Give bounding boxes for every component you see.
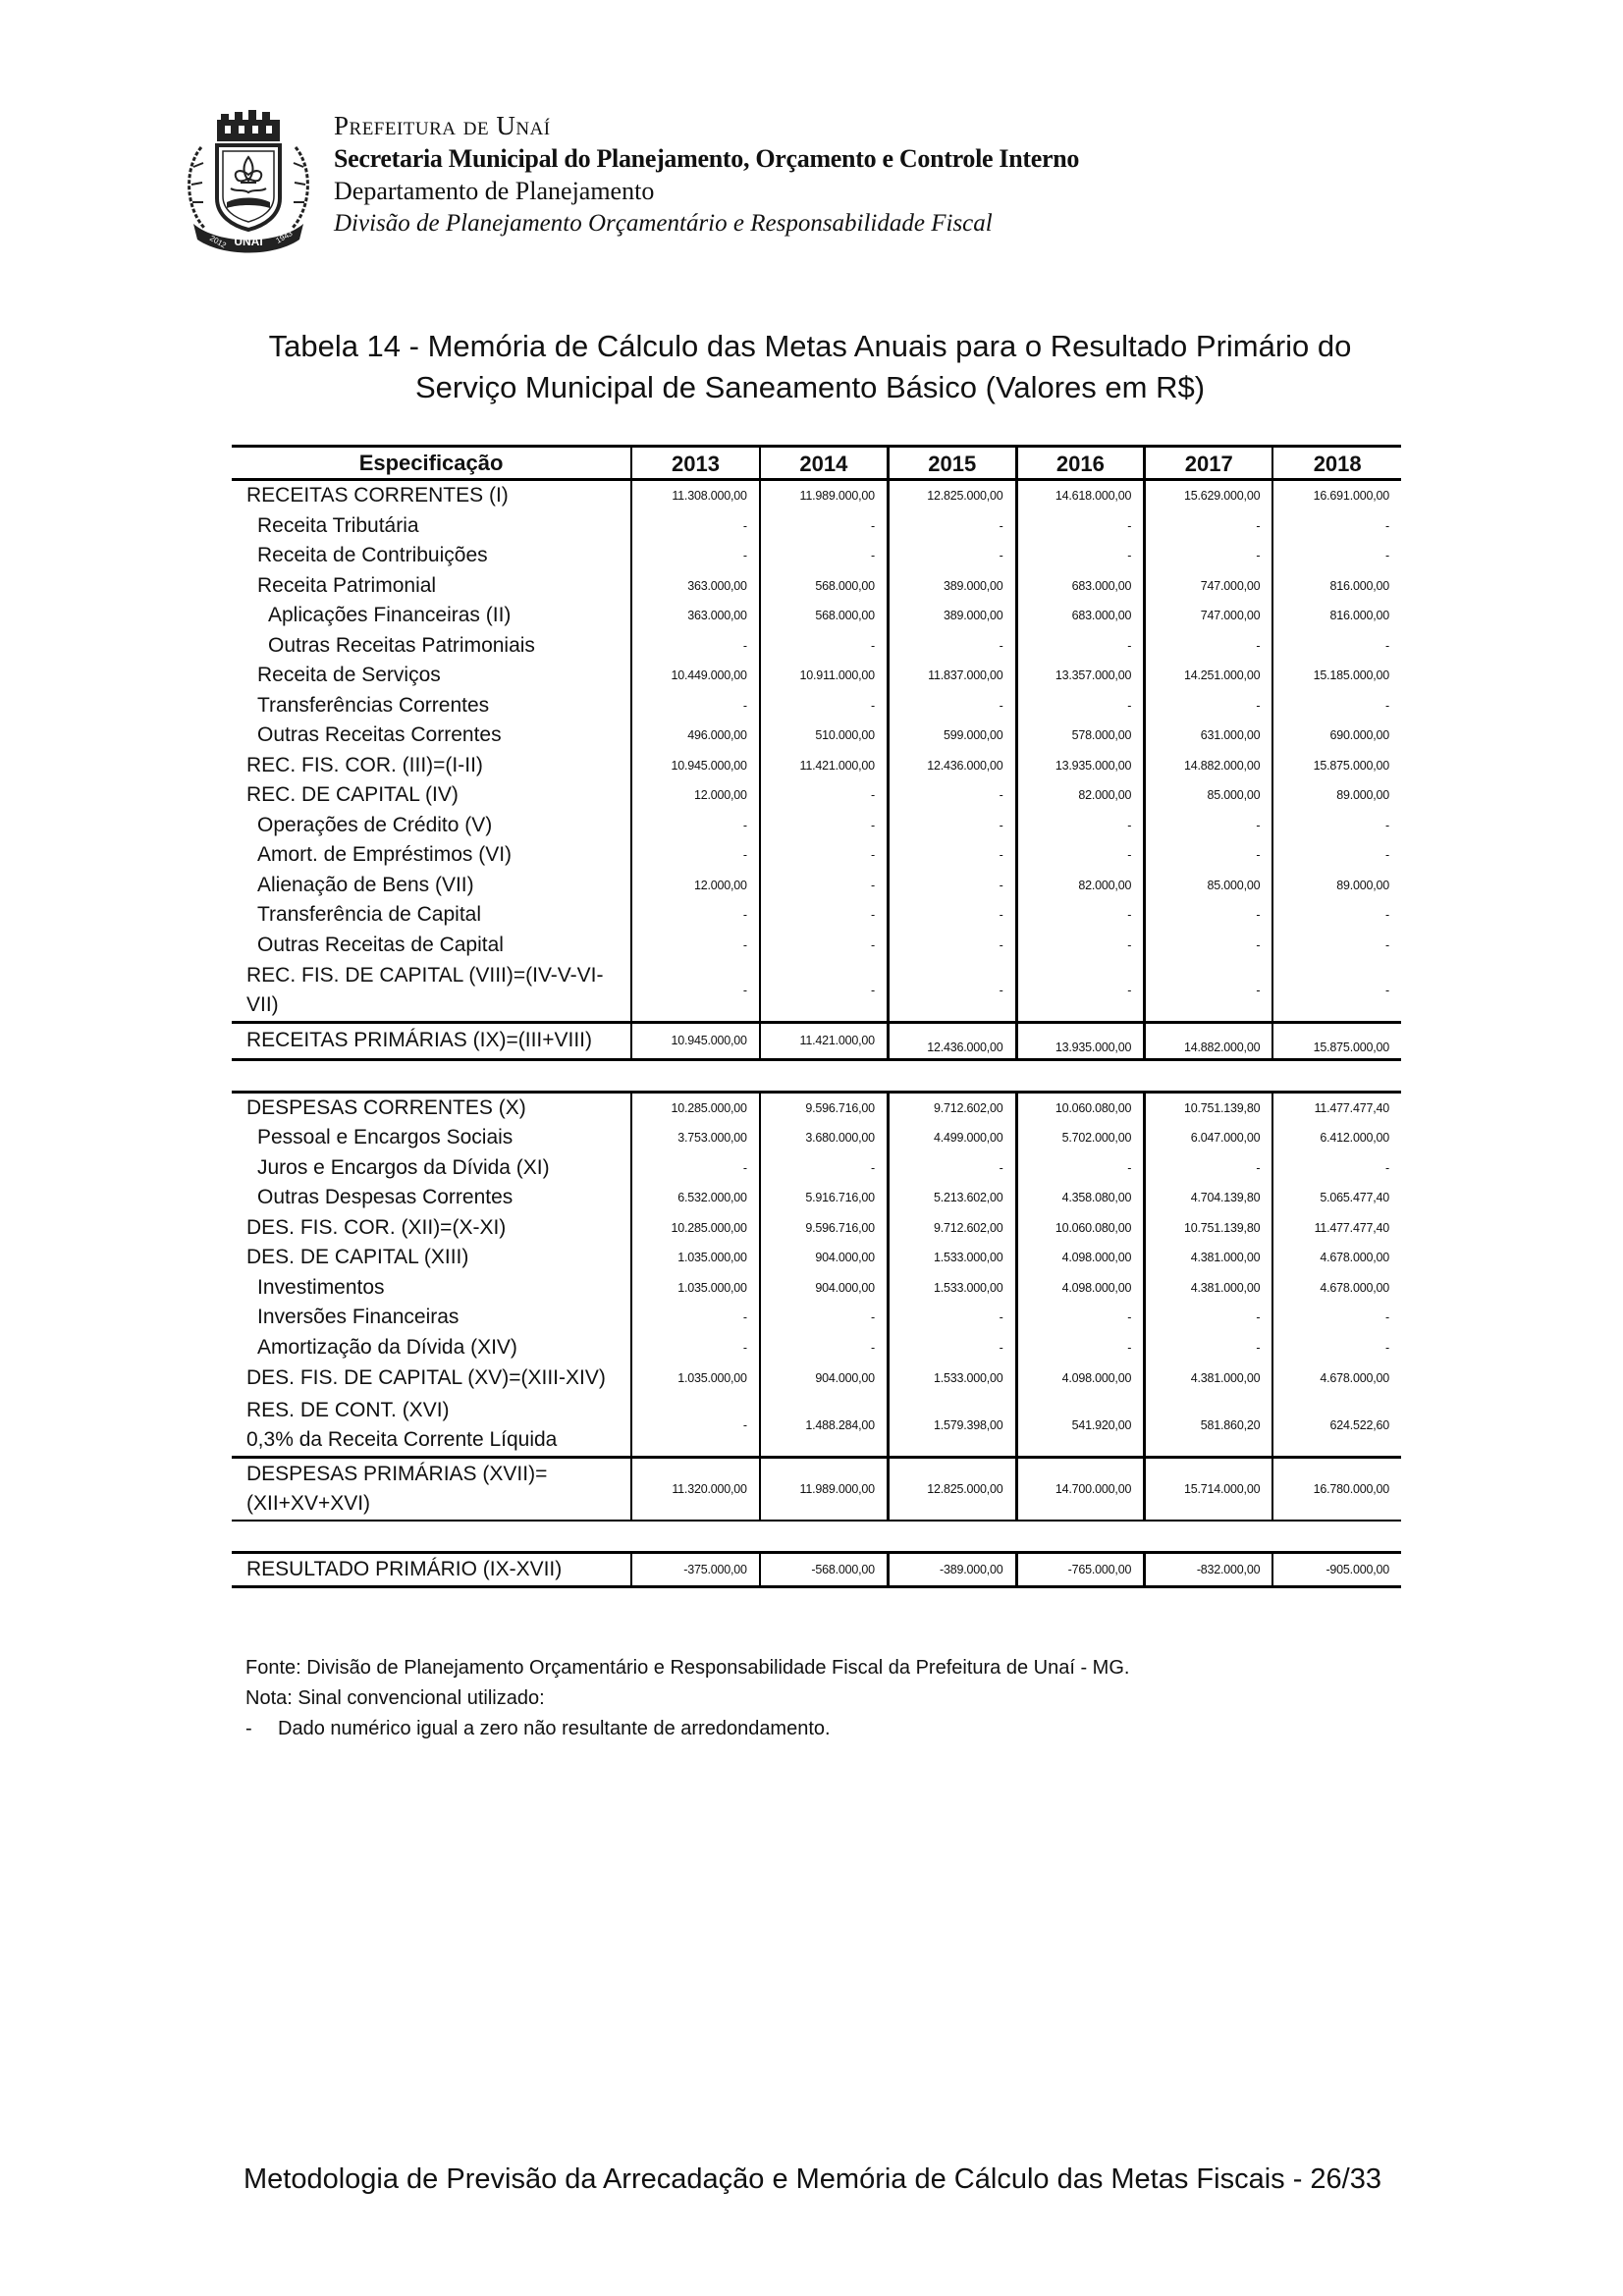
cell-2015: - xyxy=(888,900,1016,931)
cell-2013: 6.532.000,00 xyxy=(631,1183,760,1213)
revenue-row-label: Aplicações Financeiras (II) xyxy=(268,604,512,627)
cell-2015: - xyxy=(888,1333,1016,1363)
revenue-row xyxy=(232,480,1401,511)
cell-2014: - xyxy=(760,1303,889,1333)
cell-2014: 10.911.000,00 xyxy=(760,661,889,691)
cell-2015: 389.000,00 xyxy=(888,601,1016,631)
expense-row-label: DESPESAS CORRENTES (X) xyxy=(232,1092,631,1123)
revenue-row-label: RECEITAS PRIMÁRIAS (IX)=(III+VIII) xyxy=(232,1023,631,1060)
column-header-2016: 2016 xyxy=(1016,447,1145,480)
division-name: Divisão de Planejamento Orçamentário e Responsabilidade Fiscal xyxy=(334,210,993,237)
cell-2013: 10.945.000,00 xyxy=(631,1023,760,1060)
revenue-row xyxy=(232,601,1401,631)
cell-2015: - xyxy=(888,1153,1016,1184)
cell-2017: 6.047.000,00 xyxy=(1145,1123,1273,1153)
cell-2018: - xyxy=(1272,960,1401,1023)
spacer xyxy=(232,1059,1401,1092)
revenue-row xyxy=(232,1023,1401,1060)
cell-2014: 568.000,00 xyxy=(760,601,889,631)
cell-2015: 12.436.000,00 xyxy=(888,1023,1016,1060)
cell-2013: 12.000,00 xyxy=(631,780,760,811)
cell-2014: - xyxy=(760,871,889,901)
cell-2018: - xyxy=(1272,1153,1401,1184)
revenue-row xyxy=(232,541,1401,571)
cell-2018: - xyxy=(1272,840,1401,871)
cell-2015: - xyxy=(888,691,1016,721)
section-gap xyxy=(232,1521,1401,1553)
cell-2016: 13.357.000,00 xyxy=(1016,661,1145,691)
expense-row-label: Pessoal e Encargos Sociais xyxy=(257,1126,514,1149)
cell-2014: - xyxy=(760,811,889,841)
expense-row xyxy=(232,1362,1401,1395)
cell-2018: - xyxy=(1272,931,1401,961)
cell-2013: -375.000,00 xyxy=(631,1552,760,1587)
cell-2015: 12.825.000,00 xyxy=(888,480,1016,511)
cell-2014: 5.916.716,00 xyxy=(760,1183,889,1213)
cell-2014: -568.000,00 xyxy=(760,1552,889,1587)
revenue-row xyxy=(232,571,1401,602)
cell-2013: 363.000,00 xyxy=(631,571,760,602)
cell-2013: - xyxy=(631,511,760,542)
expense-row xyxy=(232,1457,1401,1521)
cell-2015: -389.000,00 xyxy=(888,1552,1016,1587)
cell-2014: - xyxy=(760,900,889,931)
cell-2017: 85.000,00 xyxy=(1145,871,1273,901)
cell-2016: - xyxy=(1016,900,1145,931)
cell-2017: - xyxy=(1145,931,1273,961)
expense-row xyxy=(232,1395,1401,1458)
secretariat-name: Secretaria Municipal do Planejamento, Orçamento e Controle Interno xyxy=(334,144,1080,173)
cell-2016: - xyxy=(1016,1153,1145,1184)
revenue-row-label: Transferência de Capital xyxy=(257,903,482,927)
cell-2017: - xyxy=(1145,511,1273,542)
cell-2018: - xyxy=(1272,1333,1401,1363)
cell-2017: 15.714.000,00 xyxy=(1145,1457,1273,1521)
cell-2015: - xyxy=(888,631,1016,662)
revenue-row-label: Outras Receitas Correntes xyxy=(257,723,502,747)
revenue-row xyxy=(232,960,1401,1023)
cell-2015: - xyxy=(888,840,1016,871)
table-notes xyxy=(245,1653,1129,1744)
cell-2014: - xyxy=(760,691,889,721)
cell-2017: 4.381.000,00 xyxy=(1145,1273,1273,1304)
cell-2014: - xyxy=(760,1153,889,1184)
revenue-row-label: REC. FIS. COR. (III)=(I-II) xyxy=(246,753,483,776)
fiscal-targets-table xyxy=(232,445,1401,1588)
cell-2016: 10.060.080,00 xyxy=(1016,1213,1145,1244)
revenue-row-label: Outras Receitas Patrimoniais xyxy=(268,633,535,657)
expense-row xyxy=(232,1183,1401,1213)
cell-2016: 578.000,00 xyxy=(1016,721,1145,751)
revenue-row xyxy=(232,631,1401,662)
cell-2018: 15.875.000,00 xyxy=(1272,1023,1401,1060)
expense-row xyxy=(232,1243,1401,1273)
cell-2015: 599.000,00 xyxy=(888,721,1016,751)
cell-2016: 14.700.000,00 xyxy=(1016,1457,1145,1521)
cell-2013: 3.753.000,00 xyxy=(631,1123,760,1153)
cell-2015: 9.712.602,00 xyxy=(888,1092,1016,1123)
cell-2017: 10.751.139,80 xyxy=(1145,1213,1273,1244)
expense-row-label: DESPESAS PRIMÁRIAS (XVII)=(XII+XV+XVI) xyxy=(232,1457,631,1521)
cell-2014: 3.680.000,00 xyxy=(760,1123,889,1153)
expense-row xyxy=(232,1213,1401,1244)
cell-2016: - xyxy=(1016,960,1145,1023)
cell-2013: 10.285.000,00 xyxy=(631,1092,760,1123)
cell-2015: - xyxy=(888,1303,1016,1333)
cell-2018: - xyxy=(1272,900,1401,931)
page-footer: Metodologia de Previsão da Arrecadação e Memória de Cálculo das Metas Fiscais - 26/33 xyxy=(243,2163,1381,2195)
revenue-row xyxy=(232,931,1401,961)
revenue-row-label: Transferências Correntes xyxy=(257,693,490,717)
cell-2018: -905.000,00 xyxy=(1272,1552,1401,1587)
revenue-row xyxy=(232,691,1401,721)
result-row xyxy=(232,1552,1401,1587)
cell-2015: 1.533.000,00 xyxy=(888,1362,1016,1395)
cell-2013: 1.035.000,00 xyxy=(631,1243,760,1273)
revenue-row xyxy=(232,900,1401,931)
revenue-row-label: Alienação de Bens (VII) xyxy=(257,873,474,896)
department-name: Departamento de Planejamento xyxy=(334,177,655,205)
table-header-row xyxy=(232,447,1401,480)
cell-2013: - xyxy=(631,931,760,961)
cell-2018: - xyxy=(1272,691,1401,721)
letterhead xyxy=(180,108,1260,255)
cell-2015: - xyxy=(888,931,1016,961)
cell-2017: -832.000,00 xyxy=(1145,1552,1273,1587)
revenue-row-label: Operações de Crédito (V) xyxy=(257,813,493,836)
revenue-row-label: REC. FIS. DE CAPITAL (VIII)=(IV-V-VI-VII) xyxy=(246,964,604,1016)
cell-2014: - xyxy=(760,1333,889,1363)
expense-row-label: Juros e Encargos da Dívida (XI) xyxy=(257,1155,550,1179)
legend-item xyxy=(245,1714,1129,1744)
cell-2016: 13.935.000,00 xyxy=(1016,1023,1145,1060)
cell-2016: - xyxy=(1016,811,1145,841)
cell-2018: - xyxy=(1272,811,1401,841)
cell-2018: 89.000,00 xyxy=(1272,871,1401,901)
cell-2017: 631.000,00 xyxy=(1145,721,1273,751)
cell-2015: 4.499.000,00 xyxy=(888,1123,1016,1153)
cell-2016: 4.098.000,00 xyxy=(1016,1273,1145,1304)
label-line-1: RES. DE CONT. (XVI) xyxy=(246,1398,450,1421)
cell-2014: - xyxy=(760,780,889,811)
cell-2013: - xyxy=(631,1333,760,1363)
cell-2015: - xyxy=(888,811,1016,841)
cell-2014: 11.421.000,00 xyxy=(760,1023,889,1060)
cell-2016: 4.098.000,00 xyxy=(1016,1243,1145,1273)
cell-2017: 4.704.139,80 xyxy=(1145,1183,1273,1213)
cell-2013: - xyxy=(631,691,760,721)
cell-2017: - xyxy=(1145,691,1273,721)
cell-2018: 15.185.000,00 xyxy=(1272,661,1401,691)
cell-2017: 747.000,00 xyxy=(1145,601,1273,631)
cell-2014: 510.000,00 xyxy=(760,721,889,751)
cell-2015: 1.533.000,00 xyxy=(888,1273,1016,1304)
cell-2014: - xyxy=(760,931,889,961)
revenue-row-label: RECEITAS CORRENTES (I) xyxy=(246,484,509,507)
cell-2014: 9.596.716,00 xyxy=(760,1092,889,1123)
revenue-row xyxy=(232,511,1401,542)
cell-2017: 581.860,20 xyxy=(1145,1395,1273,1458)
svg-text:1943: 1943 xyxy=(274,229,295,245)
cell-2014: 11.989.000,00 xyxy=(760,480,889,511)
cell-2016: - xyxy=(1016,1333,1145,1363)
cell-2013: - xyxy=(631,1303,760,1333)
cell-2015: 1.533.000,00 xyxy=(888,1243,1016,1273)
cell-2016: - xyxy=(1016,1303,1145,1333)
cell-2018: 89.000,00 xyxy=(1272,780,1401,811)
expense-row xyxy=(232,1092,1401,1123)
cell-2014: 1.488.284,00 xyxy=(760,1395,889,1458)
expense-row-label: DES. DE CAPITAL (XIII) xyxy=(246,1246,469,1269)
revenue-row-label: Receita de Serviços xyxy=(257,664,441,687)
cell-2013: 11.320.000,00 xyxy=(631,1457,760,1521)
cell-2016: 82.000,00 xyxy=(1016,780,1145,811)
cell-2015: 12.436.000,00 xyxy=(888,751,1016,781)
revenue-row-label: Receita Patrimonial xyxy=(257,573,437,597)
cell-2014: 904.000,00 xyxy=(760,1243,889,1273)
crest-banner-text: UNAÍ xyxy=(234,235,263,248)
cell-2017: 10.751.139,80 xyxy=(1145,1092,1273,1123)
expense-row xyxy=(232,1273,1401,1304)
cell-2013: 496.000,00 xyxy=(631,721,760,751)
cell-2016: - xyxy=(1016,840,1145,871)
expense-row xyxy=(232,1123,1401,1153)
table-title-line-2: Serviço Municipal de Saneamento Básico (Valores em R$) xyxy=(414,370,1206,404)
revenue-row xyxy=(232,780,1401,811)
cell-2013: 11.308.000,00 xyxy=(631,480,760,511)
revenue-row-label: Receita de Contribuições xyxy=(257,544,488,567)
cell-2016: 4.098.000,00 xyxy=(1016,1362,1145,1395)
column-header-specification: Especificação xyxy=(232,447,631,480)
cell-2018: 4.678.000,00 xyxy=(1272,1273,1401,1304)
cell-2017: - xyxy=(1145,811,1273,841)
cell-2016: 10.060.080,00 xyxy=(1016,1092,1145,1123)
municipal-coat-of-arms-icon xyxy=(180,108,317,255)
table-title-line-1: Tabela 14 - Memória de Cálculo das Metas Anuais para o Resultado Primário do xyxy=(268,329,1352,363)
cell-2017: 4.381.000,00 xyxy=(1145,1362,1273,1395)
revenue-row-label: Amort. de Empréstimos (VI) xyxy=(257,843,513,867)
cell-2013: 12.000,00 xyxy=(631,871,760,901)
column-header-2017: 2017 xyxy=(1145,447,1273,480)
cell-2015: 5.213.602,00 xyxy=(888,1183,1016,1213)
expense-row-label: Investimentos xyxy=(257,1275,385,1299)
table-title xyxy=(196,326,1424,408)
expense-row xyxy=(232,1153,1401,1184)
cell-2015: 12.825.000,00 xyxy=(888,1457,1016,1521)
cell-2016: -765.000,00 xyxy=(1016,1552,1145,1587)
cell-2013: 363.000,00 xyxy=(631,601,760,631)
result-row-label: RESULTADO PRIMÁRIO (IX-XVII) xyxy=(232,1552,631,1587)
cell-2018: 816.000,00 xyxy=(1272,571,1401,602)
svg-text:2012: 2012 xyxy=(208,233,228,250)
expense-row xyxy=(232,1303,1401,1333)
cell-2015: - xyxy=(888,871,1016,901)
cell-2015: 11.837.000,00 xyxy=(888,661,1016,691)
cell-2018: 816.000,00 xyxy=(1272,601,1401,631)
cell-2013: 10.945.000,00 xyxy=(631,751,760,781)
column-header-2018: 2018 xyxy=(1272,447,1401,480)
cell-2016: 82.000,00 xyxy=(1016,871,1145,901)
cell-2017: 4.381.000,00 xyxy=(1145,1243,1273,1273)
expense-row-label: Amortização da Dívida (XIV) xyxy=(257,1335,517,1359)
cell-2017: - xyxy=(1145,631,1273,662)
expense-row xyxy=(232,1333,1401,1363)
cell-2017: - xyxy=(1145,1303,1273,1333)
cell-2016: 14.618.000,00 xyxy=(1016,480,1145,511)
label-line-2: 0,3% da Receita Corrente Líquida xyxy=(246,1427,558,1451)
cell-2018: 16.780.000,00 xyxy=(1272,1457,1401,1521)
revenue-row-label: Outras Receitas de Capital xyxy=(257,933,504,956)
cell-2016: 683.000,00 xyxy=(1016,601,1145,631)
revenue-row xyxy=(232,661,1401,691)
legend-text: Dado numérico igual a zero não resultante de arredondamento. xyxy=(278,1718,831,1739)
expense-row-label: DES. FIS. COR. (XII)=(X-XI) xyxy=(246,1215,507,1239)
cell-2016: 683.000,00 xyxy=(1016,571,1145,602)
cell-2018: - xyxy=(1272,511,1401,542)
cell-2017: - xyxy=(1145,1333,1273,1363)
cell-2016: - xyxy=(1016,511,1145,542)
cell-2018: 6.412.000,00 xyxy=(1272,1123,1401,1153)
cell-2015: - xyxy=(888,960,1016,1023)
cell-2018: - xyxy=(1272,631,1401,662)
cell-2014: - xyxy=(760,631,889,662)
cell-2016: - xyxy=(1016,631,1145,662)
cell-2018: - xyxy=(1272,541,1401,571)
cell-2013: - xyxy=(631,840,760,871)
cell-2014: 904.000,00 xyxy=(760,1362,889,1395)
cell-2014: - xyxy=(760,511,889,542)
cell-2017: 85.000,00 xyxy=(1145,780,1273,811)
cell-2017: - xyxy=(1145,960,1273,1023)
expense-row-label: DES. FIS. DE CAPITAL (XV)=(XIII-XIV) xyxy=(246,1366,606,1390)
revenue-row xyxy=(232,840,1401,871)
cell-2016: 541.920,00 xyxy=(1016,1395,1145,1458)
legend-symbol: - xyxy=(245,1718,252,1739)
cell-2016: - xyxy=(1016,541,1145,571)
revenue-row xyxy=(232,811,1401,841)
cell-2016: - xyxy=(1016,691,1145,721)
cell-2013: 1.035.000,00 xyxy=(631,1273,760,1304)
org-name: Prefeitura de Unaí xyxy=(334,111,551,140)
cell-2015: - xyxy=(888,541,1016,571)
cell-2013: - xyxy=(631,1153,760,1184)
cell-2013: - xyxy=(631,541,760,571)
cell-2013: - xyxy=(631,811,760,841)
cell-2014: 9.596.716,00 xyxy=(760,1213,889,1244)
cell-2014: - xyxy=(760,541,889,571)
cell-2015: - xyxy=(888,511,1016,542)
cell-2018: 624.522,60 xyxy=(1272,1395,1401,1458)
cell-2018: 4.678.000,00 xyxy=(1272,1243,1401,1273)
cell-2013: - xyxy=(631,631,760,662)
cell-2018: 11.477.477,40 xyxy=(1272,1092,1401,1123)
cell-2016: 5.702.000,00 xyxy=(1016,1123,1145,1153)
convention-note: Nota: Sinal convencional utilizado: xyxy=(245,1687,545,1709)
column-header-2014: 2014 xyxy=(760,447,889,480)
section-gap xyxy=(232,1059,1401,1092)
cell-2013: - xyxy=(631,900,760,931)
expense-row-label: Inversões Financeiras xyxy=(257,1306,460,1329)
cell-2018: - xyxy=(1272,1303,1401,1333)
cell-2017: 15.629.000,00 xyxy=(1145,480,1273,511)
cell-2018: 16.691.000,00 xyxy=(1272,480,1401,511)
cell-2014: 904.000,00 xyxy=(760,1273,889,1304)
cell-2017: 14.882.000,00 xyxy=(1145,1023,1273,1060)
cell-2013: 1.035.000,00 xyxy=(631,1362,760,1395)
revenue-row xyxy=(232,721,1401,751)
revenue-row-label: Receita Tributária xyxy=(257,513,419,537)
cell-2015: 389.000,00 xyxy=(888,571,1016,602)
cell-2013: - xyxy=(631,1395,760,1458)
cell-2014: 11.989.000,00 xyxy=(760,1457,889,1521)
cell-2018: 11.477.477,40 xyxy=(1272,1213,1401,1244)
cell-2014: 568.000,00 xyxy=(760,571,889,602)
cell-2017: - xyxy=(1145,1153,1273,1184)
cell-2017: 14.882.000,00 xyxy=(1145,751,1273,781)
cell-2018: 690.000,00 xyxy=(1272,721,1401,751)
cell-2016: 4.358.080,00 xyxy=(1016,1183,1145,1213)
revenue-row-label: REC. DE CAPITAL (IV) xyxy=(246,783,459,807)
cell-2015: 9.712.602,00 xyxy=(888,1213,1016,1244)
cell-2013: 10.449.000,00 xyxy=(631,661,760,691)
cell-2014: - xyxy=(760,840,889,871)
revenue-row xyxy=(232,751,1401,781)
cell-2014: 11.421.000,00 xyxy=(760,751,889,781)
cell-2015: - xyxy=(888,780,1016,811)
spacer xyxy=(232,1521,1401,1553)
expense-row-label xyxy=(232,1395,631,1458)
cell-2013: - xyxy=(631,960,760,1023)
source-note: Fonte: Divisão de Planejamento Orçamentário e Responsabilidade Fiscal da Prefeitura de Unaí - MG. xyxy=(245,1657,1130,1679)
cell-2013: 10.285.000,00 xyxy=(631,1213,760,1244)
cell-2017: - xyxy=(1145,900,1273,931)
cell-2018: 5.065.477,40 xyxy=(1272,1183,1401,1213)
cell-2018: 4.678.000,00 xyxy=(1272,1362,1401,1395)
cell-2016: 13.935.000,00 xyxy=(1016,751,1145,781)
column-header-2015: 2015 xyxy=(888,447,1016,480)
cell-2014: - xyxy=(760,960,889,1023)
cell-2017: 14.251.000,00 xyxy=(1145,661,1273,691)
column-header-2013: 2013 xyxy=(631,447,760,480)
cell-2018: 15.875.000,00 xyxy=(1272,751,1401,781)
cell-2017: - xyxy=(1145,541,1273,571)
cell-2017: - xyxy=(1145,840,1273,871)
expense-row-label: Outras Despesas Correntes xyxy=(257,1186,514,1209)
revenue-row xyxy=(232,871,1401,901)
cell-2015: 1.579.398,00 xyxy=(888,1395,1016,1458)
cell-2017: 747.000,00 xyxy=(1145,571,1273,602)
cell-2016: - xyxy=(1016,931,1145,961)
